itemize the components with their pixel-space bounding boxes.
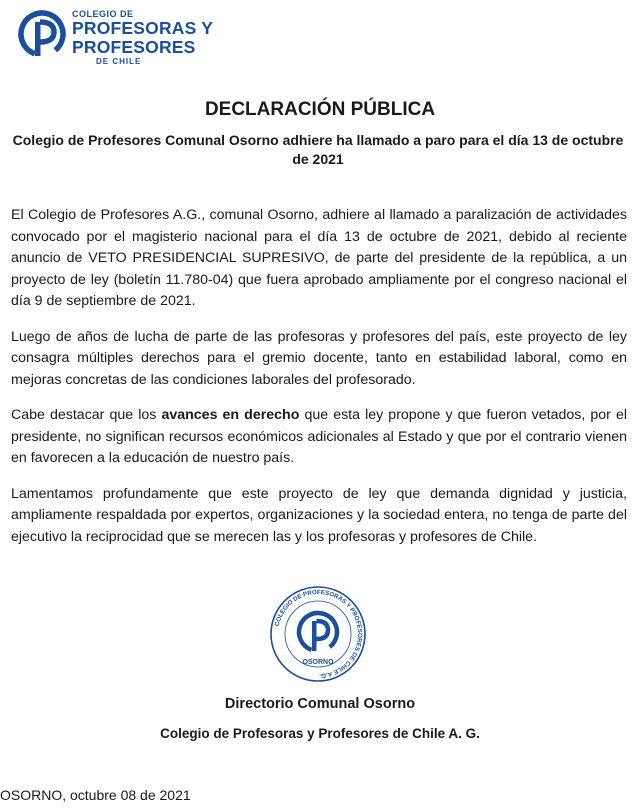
logo-line-2: PROFESORAS Y xyxy=(72,18,214,38)
logo-line-3: PROFESORES xyxy=(72,36,196,57)
signature-directorio: Directorio Comunal Osorno xyxy=(224,696,416,712)
organization-logo xyxy=(18,8,218,64)
document-body xyxy=(11,205,627,562)
seal-emblem-icon xyxy=(294,608,343,657)
logo-wordmark xyxy=(72,8,213,66)
paragraph-1: El Colegio de Profesores A.G., comunal Osorno, adhiere al llamado a paralización de actividades convocado por el magisterio nacional para el día 13 de octubre de 2021, debido al reciente anuncio de VETO PRESIDENCIAL SUPRESIVO, de parte del presidente de la república, a un proyecto de ley (boletín 11.780-04) que fuera aprobado ampliamente por el congreso nacional el día 9 de septiembre de 2021. xyxy=(11,207,627,309)
signature-organization: Colegio de Profesoras y Profesores de Chile A. G. xyxy=(160,726,480,741)
paragraph-4-text-a: Lamentamos profundamente que este proyecto de ley que demanda dignidad y justicia, ampliamente xyxy=(11,485,627,523)
logo-line-1: COLEGIO DE xyxy=(72,9,134,19)
paragraph-3-text-c: que esta ley propone y que fueron vetados, por el presidente, no significan recursos económicos adicionales al Estado y que por el contrario vienen en favorecen a la educación de nuestro país. xyxy=(11,407,627,466)
logo-emblem-icon xyxy=(18,8,66,62)
paragraph-4 xyxy=(11,484,627,549)
paragraph-3-bold: avances en derecho xyxy=(161,407,300,423)
place-and-date: OSORNO, octubre 08 de 2021 xyxy=(0,787,191,803)
document-subtitle: Colegio de Profesores Comunal Osorno adhiere ha llamado a paro para el día 13 de octubre de 2021 xyxy=(12,132,624,167)
paragraph-4-text-c: no tenga de parte del ejecutivo la reciprocidad que se merecen las y los profesoras y profesores de Chile. xyxy=(11,507,627,545)
official-seal xyxy=(268,584,368,684)
logo-line-4: DE CHILE xyxy=(96,57,142,66)
paragraph-2: Luego de años de lucha de parte de las profesoras y profesores del país, este proyecto de ley consagra múltiples derechos para el gremio docente, tanto en estabilidad laboral, como en mejoras concretas de las condiciones laborales del profesorado. xyxy=(11,328,627,388)
seal-ring-text: COLEGIO DE PROFESORAS Y PROFESORES DE CHILE A.G. xyxy=(273,588,364,679)
document-title: DECLARACIÓN PÚBLICA xyxy=(204,99,436,120)
seal-bottom-text: OSORNO xyxy=(302,659,334,666)
paragraph-3 xyxy=(11,405,627,470)
paragraph-4-emphasis: respaldada por expertos, organizaciones y la sociedad entera, xyxy=(96,507,489,523)
paragraph-3-text-a: Cabe destacar que los xyxy=(11,407,162,423)
